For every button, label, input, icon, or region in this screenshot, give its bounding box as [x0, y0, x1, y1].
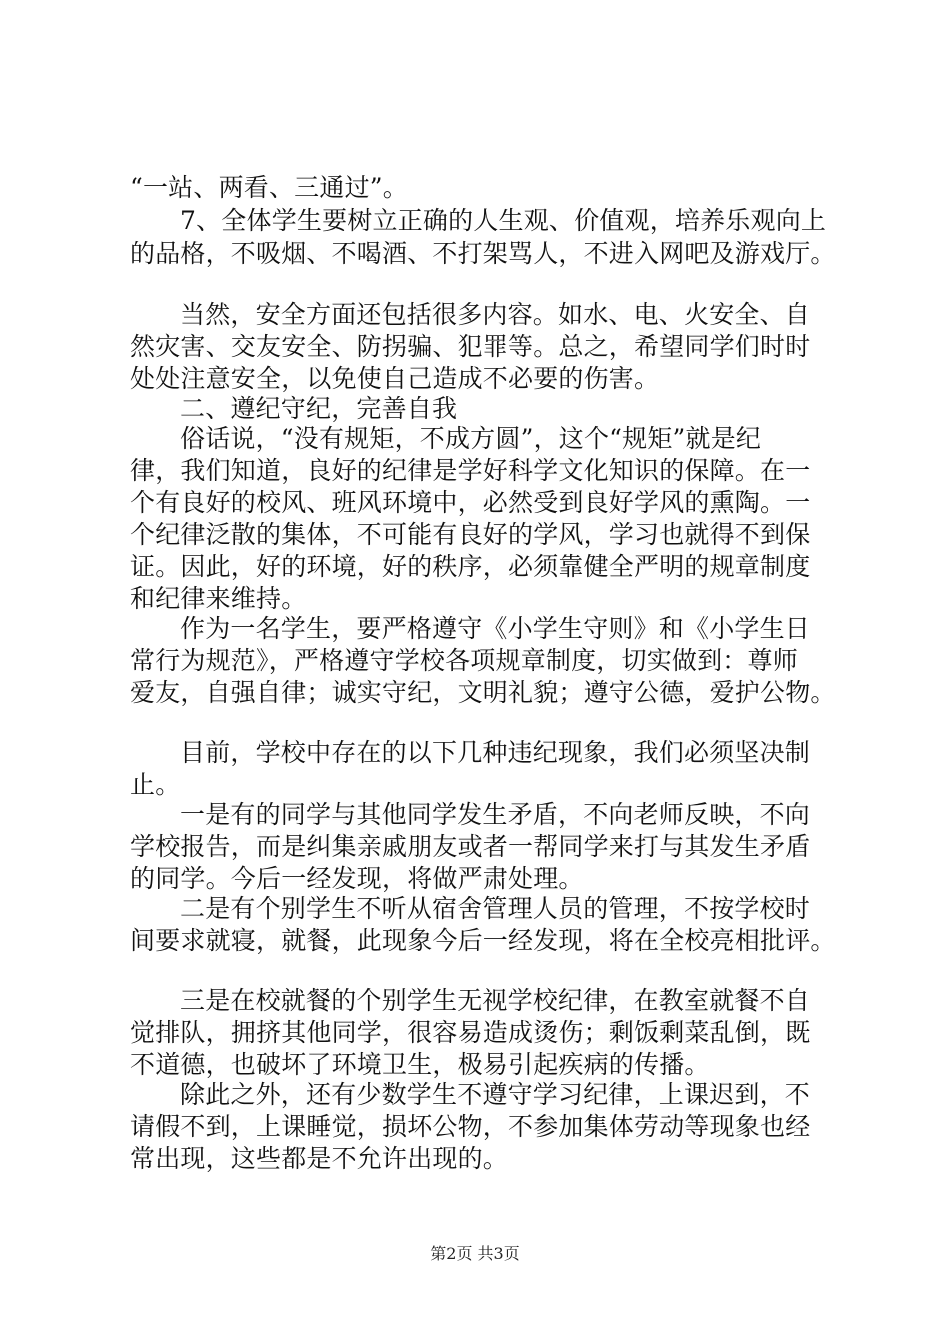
text-line: 当然，安全方面还包括很多内容。如水、电、火安全、自: [180, 300, 811, 329]
text-line: 学校报告，而是纠集亲戚朋友或者一帮同学来打与其发生矛盾: [130, 832, 811, 861]
text-line: 常出现，这些都是不允许出现的。: [130, 1144, 509, 1173]
text-line: 的品格，不吸烟、不喝酒、不打架骂人，不进入网吧及游戏厅。: [130, 239, 836, 268]
text-line: 间要求就寝，就餐，此现象今后一经发现，将在全校亮相批评。: [130, 926, 836, 955]
text-line: 个有良好的校风、班风环境中，必然受到良好学风的熏陶。一: [130, 488, 811, 517]
section-heading: 二、遵纪守纪，完善自我: [180, 394, 458, 423]
page-footer: 第2页 共3页: [430, 1244, 520, 1263]
text-line: 止。: [130, 770, 181, 799]
text-line: 证。因此，好的环境，好的秩序，必须靠健全严明的规章制度: [130, 552, 811, 581]
text-line: 爱友，自强自律；诚实守纪，文明礼貌；遵守公德，爱护公物。: [130, 678, 836, 707]
text-line: 不道德，也破坏了环境卫生，极易引起疾病的传播。: [130, 1050, 710, 1079]
text-line: 一是有的同学与其他同学发生矛盾，不向老师反映，不向: [180, 800, 811, 829]
text-line: 二是有个别学生不听从宿舍管理人员的管理，不按学校时: [180, 894, 811, 923]
text-line: 和纪律来维持。: [130, 584, 307, 613]
text-line: 觉排队，拥挤其他同学，很容易造成烫伤；剩饭剩菜乱倒，既: [130, 1018, 811, 1047]
text-line: 7、全体学生要树立正确的人生观、价值观，培养乐观向上: [180, 206, 827, 235]
text-line: 三是在校就餐的个别学生无视学校纪律，在教室就餐不自: [180, 986, 811, 1015]
text-line: 请假不到，上课睡觉，损坏公物，不参加集体劳动等现象也经: [130, 1112, 811, 1141]
text-line: 俗话说，“没有规矩，不成方圆”，这个“规矩”就是纪: [180, 424, 762, 453]
text-line: 个纪律泛散的集体，不可能有良好的学风，学习也就得不到保: [130, 520, 811, 549]
text-line: 常行为规范》，严格遵守学校各项规章制度，切实做到：尊师: [130, 646, 798, 675]
text-line: 除此之外，还有少数学生不遵守学习纪律，上课迟到，不: [180, 1080, 811, 1109]
text-line: 然灾害、交友安全、防拐骗、犯罪等。总之，希望同学们时时: [130, 332, 811, 361]
text-line: 作为一名学生，要严格遵守《小学生守则》和《小学生日: [180, 614, 811, 643]
text-line: 处处注意安全，以免使自己造成不必要的伤害。: [130, 364, 660, 393]
text-line: 律，我们知道，良好的纪律是学好科学文化知识的保障。在一: [130, 456, 811, 485]
text-line: 的同学。今后一经发现，将做严肃处理。: [130, 864, 584, 893]
text-line: 目前，学校中存在的以下几种违纪现象，我们必须坚决制: [180, 738, 811, 767]
text-line: “一站、两看、三通过”。: [130, 173, 408, 202]
